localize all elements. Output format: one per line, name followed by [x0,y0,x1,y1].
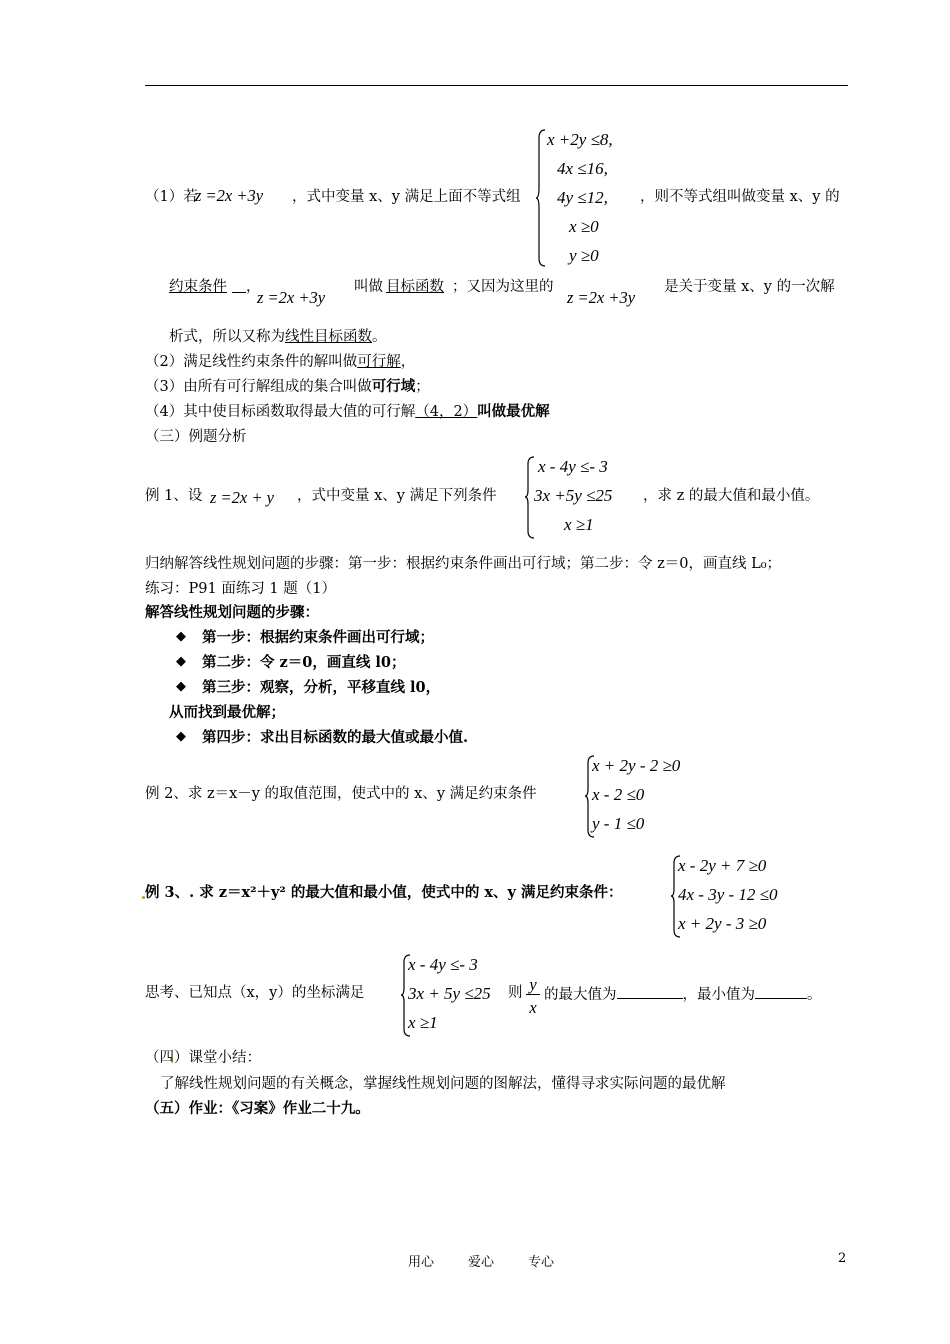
section-4-title: （四）课堂小结： [145,1050,261,1066]
constraint-system-ex2 [584,754,704,839]
def-paragraph-1: （1）若 [145,189,198,205]
answer-blank-max[interactable] [617,984,683,999]
ex1-objective: z =2x + y [210,488,274,507]
underline-tail [232,278,246,293]
system-row: x +2y ≤8, [547,130,613,149]
fraction-y-over-x [526,975,540,1019]
term-constraint: 约束条件 [169,279,227,295]
objective-expr-1: z =2x +3y [195,186,264,205]
ex1-pre: 例 1、设 [145,488,203,504]
step-2: 第二步：令 z＝0，画直线 l0； [202,654,406,671]
left-brace-icon [535,128,547,268]
def-paragraph-1-mid: ，式中变量 x、y 满足上面不等式组 [292,189,521,205]
system-row: 3x +5y ≤25 [534,486,613,505]
system-row: y ≥0 [569,246,599,265]
ex3-text: 例 3、. 求 z＝x²＋y² 的最大值和最小值，使式中的 x、y 满足约束条件： [145,884,623,901]
ex1-post: ，求 z 的最大值和最小值。 [643,488,820,504]
term-feasible-region: 可行域 [371,378,416,395]
summary-text: 了解线性规划问题的有关概念，掌握线性规划问题的图解法，懂得寻求实际问题的最优解 [160,1076,726,1092]
system-row: x ≥1 [408,1013,438,1032]
think-then: 则 [508,985,523,1001]
diamond-bullet-icon: ◆ [176,729,186,744]
steps-title: 解答线性规划问题的步骤： [145,604,319,621]
def-paragraph-4: （4）其中使目标函数取得最大值的可行解（4，2）叫做最优解 [145,403,550,420]
system-row: 4y ≤12, [557,188,608,207]
ex1-mid: ，式中变量 x、y 满足下列条件 [297,488,497,504]
system-row: x ≥1 [564,515,594,534]
system-row: y - 1 ≤0 [592,814,645,833]
step-1: 第一步：根据约束条件画出可行域； [202,629,434,646]
footer-label-3: 专心 [528,1255,555,1270]
optimal-point: （4，2） [415,404,478,420]
system-row: x - 4y ≤- 3 [408,955,478,974]
term-optimal-solution: 叫做最优解 [477,403,550,420]
text-post: 是关于变量 x、y 的一次解 [664,279,835,295]
section-5-homework: （五）作业：《习案》作业二十九。 [145,1100,370,1117]
ex2-text: 例 2、求 z＝x－y 的取值范围，使式中的 x、y 满足约束条件 [145,786,537,802]
think-mid: 的最大值为 ，最小值为 。 [544,984,822,1004]
page-number: 2 [838,1251,847,1266]
constraint-system-ex3 [670,854,810,939]
diamond-bullet-icon: ◆ [176,654,186,669]
document-page: （1）若 z =2x +3y ，式中变量 x、y 满足上面不等式组 x +2y ≤8, 4x ≤16, 4y ≤12, x ≥0 y ≥0 ，则不等式组叫做变量 x、y 的 约束条件 ， z =2x +3y 叫做 目标函数 ；又因为这里的 z =2x +3y 是关于变量 x、y 的一次解 析式，所以又称为线性目标函数。 （2）满足线性约束条件的解叫做可行解， （3）由所有可行解组成的集合叫做可行域； （4）其中使目标函数取得最大值的可行解（4，2）叫做最优解 （三）例题分析 例 1、设 z =2x + y ，式中变量 x、y 满足下列条件 x - 4y ≤- 3 3x +5y ≤25 x ≥1 ，求 z 的最大值和最小值。 归纳解答线性规划问题的步骤：第一步：根据约束条件画出可行域；第二步：令 z＝0，画直线 L₀； 练习：P91 面练习 1 题（1） 解答线性规划问题的步骤： ◆ 第一步：根据约束条件画出可行域； ◆ 第二步：令 z＝0，画直线 l0； ◆ 第三步：观察，分析，平移直线 l0， 从而找到最优解； ◆ 第四步：求出目标函数的最大值或最小值. 例 2、求 z＝x－y 的取值范围，使式中的 x、y 满足约束条件 x + 2y - 2 ≥0 x - 2 ≤0 y - 1 ≤0 例 3、. 求 z＝x²＋y² 的最大值和最小值，使式中的 x、y 满足约束条件： x - 2y + 7 ≥0 4x - 3y - 12 ≤0 x + 2y - 3 ≥0 思考、已知点（x，y）的坐标满足 x - 4y ≤- 3 3x + 5y ≤25 x ≥1 则 y x 的最大值为 ，最小值为 。 （四）课堂小结： 了解线性规划问题的有关概念，掌握线性规划问题的图解法，懂得寻求实际问题的最优解 （五）作业：《习案》作业二十九。 用心 爱心 专心 2 [0,0,950,1344]
footer-label-1: 用心 [408,1255,435,1270]
objective-expr-3: z =2x +3y [567,288,636,307]
def-paragraph-2: （2）满足线性约束条件的解叫做可行解， [145,354,416,370]
system-row: 3x + 5y ≤25 [408,984,491,1003]
system-row: x + 2y - 2 ≥0 [592,756,681,775]
think-pre: 思考、已知点（x，y）的坐标满足 [145,985,365,1001]
text-mid: ；又因为这里的 [452,279,554,295]
steps-summary-line: 归纳解答线性规划问题的步骤：第一步：根据约束条件画出可行域；第二步：令 z＝0，画直线 L₀； [145,556,782,572]
constraint-system-think [400,953,510,1038]
def-paragraph-1-post: ，则不等式组叫做变量 x、y 的 [640,189,840,205]
system-row: x - 4y ≤- 3 [538,457,608,476]
system-row: 4x - 3y - 12 ≤0 [678,885,778,904]
system-row: x ≥0 [569,217,599,236]
term-objective: 目标函数 [386,279,444,295]
step-3-continued: 从而找到最优解； [169,704,285,721]
step-3: 第三步：观察，分析，平移直线 l0， [202,679,441,696]
def-paragraph-3: （3）由所有可行解组成的集合叫做可行域； [145,378,430,395]
section-3-title: （三）例题分析 [145,429,247,445]
system-row: x + 2y - 3 ≥0 [678,914,767,933]
answer-blank-min[interactable] [755,984,807,999]
fraction-denominator: x [529,998,537,1017]
term-linear-objective: 线性目标函数 [285,329,372,345]
system-row: 4x ≤16, [557,159,608,178]
diamond-bullet-icon: ◆ [176,679,186,694]
constraint-system-ex1 [524,455,644,540]
diamond-bullet-icon: ◆ [176,629,186,644]
step-4: 第四步：求出目标函数的最大值或最小值. [202,729,469,746]
def-line-3: 析式，所以又称为线性目标函数。 [169,329,387,345]
fraction-bar [526,994,540,995]
term-feasible-solution: 可行解 [357,354,401,370]
fraction-numerator: y [529,975,537,994]
header-rule [145,85,848,86]
objective-expr-2: z =2x +3y [257,288,326,307]
footer-label-2: 爱心 [468,1255,495,1270]
text-called: 叫做 [354,279,383,295]
system-row: x - 2y + 7 ≥0 [678,856,767,875]
constraint-system-1 [535,128,635,268]
practice-line: 练习：P91 面练习 1 题（1） [145,581,336,597]
system-row: x - 2 ≤0 [592,785,645,804]
